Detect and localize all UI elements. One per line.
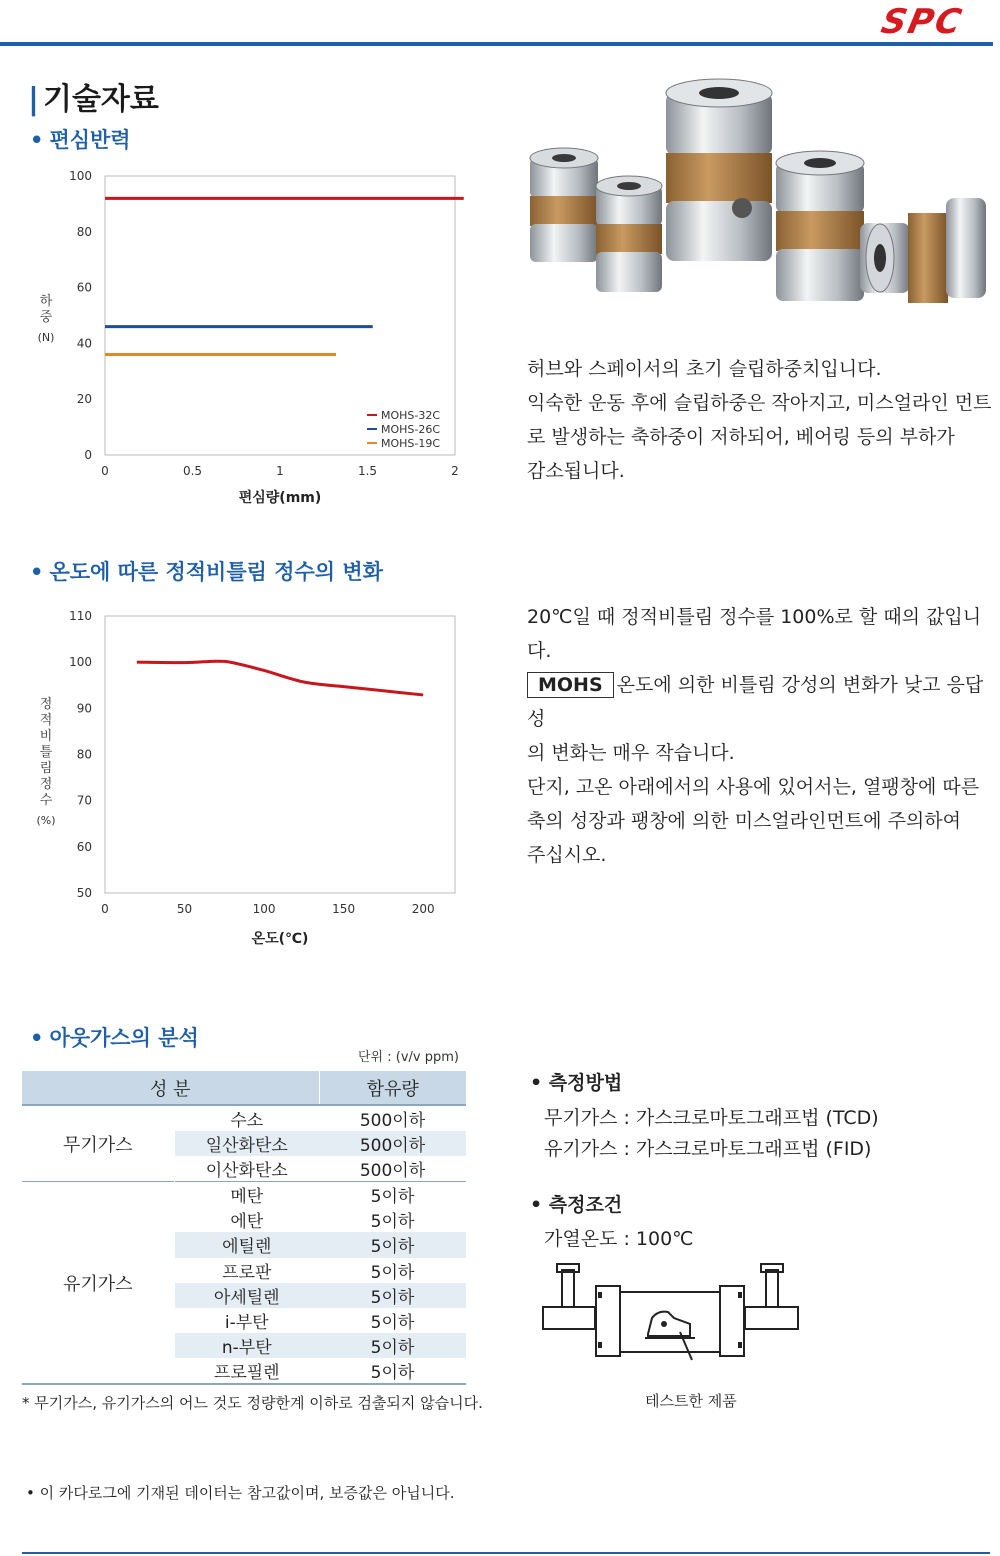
outgas-table	[22, 1071, 466, 1385]
x-tick-label: 150	[332, 902, 356, 916]
x-axis-label: 편심량(mm)	[238, 490, 322, 506]
brand-logo: SPC	[877, 2, 967, 42]
diagram-caption: 테스트한 제품	[645, 1392, 737, 1410]
y-tick-label: 60	[76, 280, 92, 295]
component-name: 수소	[230, 1111, 264, 1131]
temperature-description: 20℃일 때 정적비틀림 정수를 100%로 할 때의 값입니다. MOHS 온도에 의한 비틀림 강성의 변화가 낮고 응답성 의 변화는 매우 작습니다. 단지, 고온 아래에서의 사용에 있어서는, 열팽창에 따른 축의 성장과 팽창에 의한 미스얼라인먼트에 주의하여 주십시오.	[527, 606, 984, 866]
eccentric-description: 허브와 스페이서의 초기 슬립하중치입니다. 익숙한 운동 후에 슬립하중은 작아지고, 미스얼라인 먼트 로 발생하는 축하중이 저하되어, 베어링 등의 부하가 감소됩니다.	[527, 358, 992, 482]
table-footnote: * 무기가스, 유기가스의 어느 것도 정량한계 이하로 검출되지 않습니다.	[22, 1394, 483, 1412]
x-tick-label: 200	[411, 902, 435, 916]
content-value: 500이하	[319, 1131, 466, 1156]
content-value: 5이하	[370, 1313, 415, 1334]
legend-entry: MOHS-26C	[381, 423, 441, 436]
content-value: 5이하	[319, 1283, 466, 1308]
y-tick-label: 80	[76, 224, 92, 239]
page-title: | 기술자료	[28, 82, 159, 117]
y-tick-label: 100	[69, 655, 92, 670]
y-tick-label: 90	[76, 701, 92, 716]
x-tick-label: 2	[451, 464, 459, 478]
content-value: 5이하	[370, 1262, 415, 1283]
y-tick-label: 60	[76, 839, 92, 854]
test-apparatus-diagram	[540, 1262, 802, 1372]
y-tick-label: 0	[84, 448, 92, 462]
column-header-content: 함유량	[319, 1071, 466, 1105]
component-name: 메탄	[174, 1182, 319, 1208]
component-name: 프로판	[222, 1262, 272, 1283]
condition-line: 가열온도 : 100℃	[544, 1228, 694, 1250]
component-name: 프로필렌	[213, 1363, 280, 1384]
column-header-component: 성 분	[22, 1071, 319, 1105]
section-heading-temperature: • 온도에 따른 정적비틀림 정수의 변화	[30, 560, 383, 584]
component-name: 에탄	[230, 1212, 264, 1233]
y-tick-label: 100	[69, 169, 92, 183]
x-tick-label: 0	[101, 902, 109, 916]
y-tick-label: 80	[76, 747, 92, 762]
plot-area	[105, 616, 455, 893]
method-heading: • 측정방법	[530, 1072, 623, 1094]
table-row	[22, 1182, 466, 1208]
content-value: 500이하	[359, 1111, 426, 1131]
x-tick-label: 1.5	[357, 464, 378, 478]
group-label: 유기가스	[22, 1182, 174, 1385]
y-tick-label: 20	[76, 392, 92, 407]
content-value: 500이하	[359, 1161, 426, 1182]
condition-heading: • 측정조건	[530, 1194, 623, 1216]
component-name: 에틸렌	[174, 1232, 319, 1257]
x-tick-label: 0.5	[182, 464, 203, 478]
x-axis-label: 온도(℃)	[251, 931, 309, 947]
footer-rule	[22, 1552, 990, 1554]
mohs-badge: MOHS	[527, 672, 614, 698]
component-name: i-부탄	[224, 1313, 269, 1334]
section-heading-eccentric: • 편심반력	[30, 128, 131, 152]
y-axis-label: 정 적 비 틀 림 정 수 (%)	[36, 697, 56, 827]
content-value: 5이하	[370, 1212, 415, 1233]
y-axis-label: 하 중 (N)	[37, 294, 55, 344]
y-tick-label: 110	[69, 609, 92, 623]
eccentric-load-chart	[30, 160, 470, 520]
section-heading-outgas: • 아웃가스의 분석	[30, 1026, 199, 1050]
y-tick-label: 50	[76, 886, 92, 900]
coupling-product-photo	[520, 78, 990, 318]
component-name: 아세틸렌	[174, 1283, 319, 1308]
content-value: 5이하	[319, 1182, 466, 1208]
x-tick-label: 100	[252, 902, 276, 916]
content-value: 5이하	[370, 1363, 415, 1384]
legend-entry: MOHS-32C	[381, 409, 441, 422]
group-label: 무기가스	[22, 1105, 174, 1182]
component-name: n-부탄	[174, 1333, 319, 1358]
x-tick-label: 50	[176, 902, 193, 916]
content-value: 5이하	[319, 1333, 466, 1358]
header-rule	[0, 42, 993, 46]
x-tick-label: 0	[101, 464, 109, 478]
table-row	[22, 1105, 466, 1131]
y-tick-label: 40	[76, 336, 92, 351]
method-line-inorganic: 무기가스 : 가스크로마토그래프법 (TCD)	[544, 1107, 879, 1129]
y-tick-label: 70	[76, 793, 92, 808]
x-tick-label: 1	[276, 464, 284, 478]
component-name: 일산화탄소	[174, 1131, 319, 1156]
disclaimer: • 이 카다로그에 기재된 데이터는 참고값이며, 보증값은 아닙니다.	[26, 1484, 455, 1502]
method-line-organic: 유기가스 : 가스크로마토그래프법 (FID)	[544, 1138, 872, 1160]
legend-entry: MOHS-19C	[381, 437, 441, 450]
unit-label: 단위 : (v/v ppm)	[358, 1050, 459, 1065]
content-value: 5이하	[319, 1232, 466, 1257]
component-name: 이산화탄소	[205, 1161, 288, 1182]
torsion-constant-chart	[30, 600, 470, 960]
